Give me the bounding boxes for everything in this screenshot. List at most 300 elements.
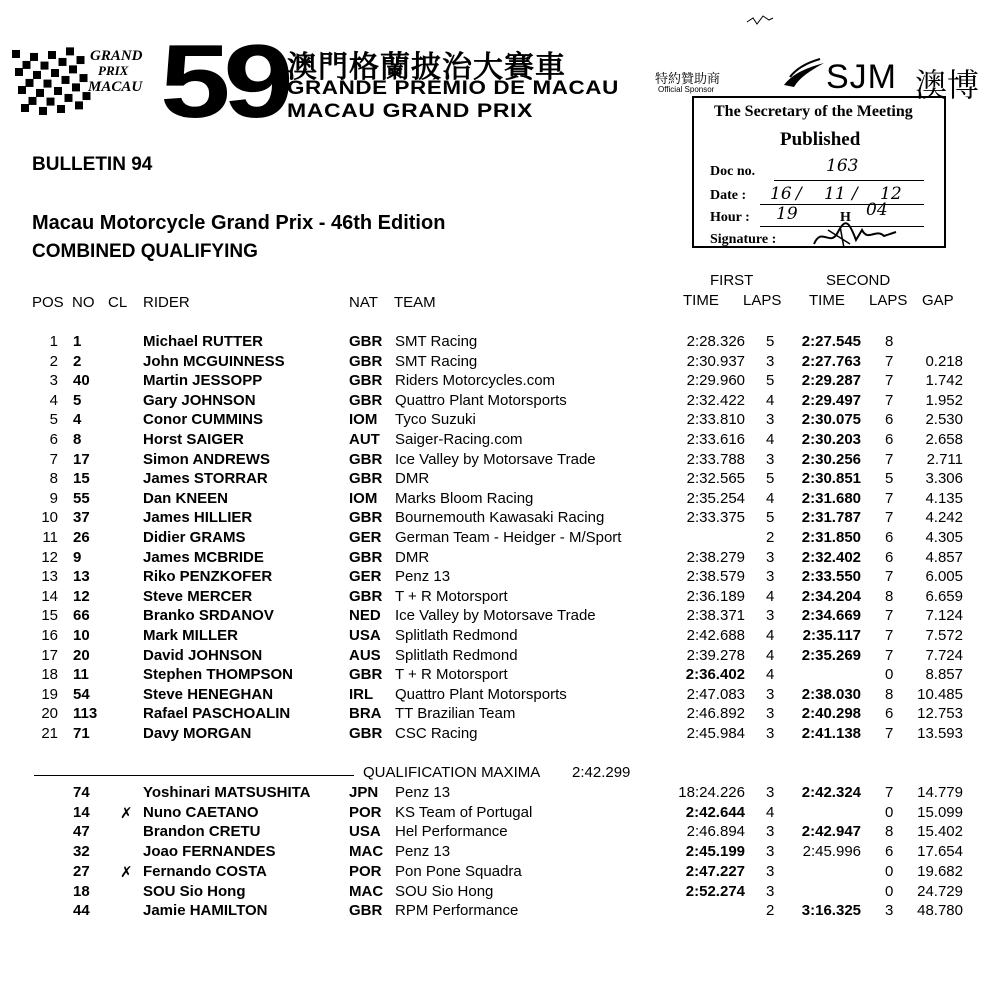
cell-no: 14 [73,803,90,821]
cell-pos: 10 [41,509,58,527]
cell-l2: 6 [885,843,894,861]
cell-l2: 7 [885,784,894,801]
pen-scribble-icon [745,10,775,32]
cell-nat: POR [349,803,382,821]
cell-nat: GBR [349,548,383,566]
stamp-published-text: Published [780,129,861,150]
header-cl: CL [108,294,128,311]
flag-check [54,87,62,95]
cell-no: 54 [73,685,90,703]
cell-rider: James MCBRIDE [143,548,264,566]
flag-check [47,98,55,106]
cell-l2: 7 [885,725,894,742]
cell-gap: 15.099 [917,803,963,821]
cell-rider: Martin JESSOPP [143,372,263,390]
table-row [0,627,1000,647]
cell-gap: 3.306 [925,470,963,488]
cell-l2: 0 [885,666,894,684]
cell-l1: 3 [766,843,775,861]
cell-pos: 4 [49,391,58,409]
cell-t2: 2:35.269 [801,646,861,664]
table-row [0,568,1000,588]
cell-t2: 2:32.402 [801,548,861,566]
cell-l2: 8 [885,587,894,605]
flag-check [66,47,74,55]
table-row [0,883,1000,903]
title-chinese: 澳門格蘭披治大賽車 [287,51,566,84]
flag-check [59,58,67,66]
cell-nat: JPN [349,784,379,801]
cell-t1: 2:36.189 [686,587,745,605]
qualification-maxima-time: 2:42.299 [572,764,631,781]
cell-gap: 7.124 [925,607,963,625]
cell-nat: GER [349,529,382,546]
cell-l2: 0 [885,862,894,880]
cell-gap: 8.857 [925,666,963,684]
cell-rider: Simon ANDREWS [143,450,270,468]
cell-rider: Steve MERCER [143,587,253,605]
cell-gap: 48.780 [917,902,963,920]
header-rider: RIDER [143,294,190,311]
flag-check [51,69,59,77]
cell-no: 74 [73,784,90,801]
cell-t2: 2:30.851 [801,470,861,488]
flag-check [23,61,31,69]
stamp-doc-value: 163 [826,156,859,176]
table-row [0,509,1000,529]
table-row [0,705,1000,725]
flag-check [30,53,38,61]
table-row [0,686,1000,706]
cell-t2: 2:40.298 [801,705,861,723]
cell-t2: 2:30.256 [801,450,861,468]
cell-nat: IRL [349,685,374,703]
cell-no: 113 [73,705,98,723]
header-gap: GAP [922,292,954,309]
cell-l1: 3 [766,568,775,586]
cell-t1: 2:38.279 [686,548,745,566]
cell-pos: 14 [41,587,58,605]
cell-team: KS Team of Portugal [395,803,533,821]
table-row [0,549,1000,569]
sponsor-label-chinese: 特約贊助商 [655,71,721,86]
header-first: FIRST [710,272,754,289]
logo-text-grand: GRAND [90,48,143,64]
cell-no: 37 [73,509,90,527]
cell-t2: 2:30.075 [801,411,861,429]
flag-check [80,74,88,82]
cell-nat: GER [349,568,382,586]
stamp-doc-label: Doc no. [710,164,756,179]
cell-t2: 2:27.545 [801,333,861,350]
stamp-date-sep1: / [796,184,802,204]
cell-l1: 3 [766,352,775,370]
cell-team: Riders Motorcycles.com [395,372,556,390]
cell-team: DMR [395,548,430,566]
cell-l2: 7 [885,391,894,409]
title-portuguese: GRANDE PRÉMIO DE MACAU [287,78,619,99]
cell-l1: 5 [766,509,775,527]
cell-no: 13 [73,568,90,586]
header-no: NO [72,294,95,311]
cell-t1: 2:46.892 [686,705,745,723]
cell-nat: NED [349,607,381,625]
cell-t1: 2:47.083 [686,685,745,703]
table-row [0,725,1000,745]
cell-team: Penz 13 [395,784,451,801]
cell-rider: Didier GRAMS [143,529,246,546]
cell-pos: 16 [41,627,58,644]
flag-check [69,65,77,73]
cell-l1: 4 [766,646,775,664]
cell-team: T + R Motorsport [395,666,508,684]
cell-l2: 7 [885,489,894,507]
cell-rider: Rafael PASCHOALIN [143,705,291,723]
cell-l1: 4 [766,627,775,644]
cell-gap: 2.530 [925,411,963,429]
cell-team: SMT Racing [395,352,478,370]
cell-t2: 3:16.325 [801,902,861,920]
cell-rider: Michael RUTTER [143,333,264,350]
cell-team: Bournemouth Kawasaki Racing [395,509,605,527]
cell-t1: 2:42.688 [686,627,745,644]
cell-t1: 2:38.579 [686,568,745,586]
stamp-doc-line [774,180,924,181]
sponsor-brand: SJM [826,58,897,96]
cell-pos: 18 [41,666,58,684]
cell-l1: 4 [766,587,775,605]
qualification-maxima-label: QUALIFICATION MAXIMA [363,764,541,781]
flag-check [62,76,70,84]
cell-rider: Branko SRDANOV [143,607,274,625]
cell-gap: 24.729 [917,882,963,900]
cell-no: 44 [73,902,90,920]
cell-l2: 0 [885,803,894,821]
cell-t1: 2:32.422 [686,391,745,409]
stamp-date-label: Date : [710,188,747,203]
cell-l1: 3 [766,784,775,801]
cell-pos: 13 [41,568,58,586]
cell-rider: Horst SAIGER [143,431,244,448]
cell-nat: GBR [349,352,383,370]
cell-gap: 10.485 [917,685,963,703]
cell-t2: 2:33.550 [801,568,861,586]
cell-l1: 3 [766,607,775,625]
cell-team: Splitlath Redmond [395,646,518,664]
cell-l2: 6 [885,548,894,566]
cell-no: 55 [73,489,90,507]
cell-rider: Conor CUMMINS [143,411,263,429]
flag-check [18,86,26,94]
cell-no: 17 [73,450,90,468]
cell-team: German Team - Heidger - M/Sport [395,529,622,546]
cell-t2: 2:34.204 [801,587,861,605]
cell-pos: 9 [49,489,58,507]
grand-prix-macau-logo [8,40,158,118]
cell-l1: 3 [766,823,775,841]
cell-rider: Riko PENZKOFER [143,568,273,586]
cell-t2: 2:31.680 [801,489,861,507]
cell-gap: 17.654 [917,843,963,861]
cell-cl: ✗ [120,863,133,881]
cell-pos: 12 [41,548,58,566]
cell-gap: 12.753 [917,705,963,723]
cell-pos: 8 [49,470,58,488]
cell-pos: 21 [41,725,58,742]
cell-l1: 4 [766,391,775,409]
flag-check [41,62,49,70]
cell-nat: AUS [349,646,381,664]
cell-no: 18 [73,882,90,900]
cell-t1: 2:38.371 [686,607,745,625]
cell-gap: 1.952 [925,391,963,409]
table-row [0,333,1000,353]
table-row [0,392,1000,412]
cell-rider: Gary JOHNSON [143,391,256,409]
table-row [0,588,1000,608]
cell-nat: GBR [349,450,383,468]
cell-cl: ✗ [120,804,133,822]
cell-rider: Mark MILLER [143,627,239,644]
cell-l1: 5 [766,372,775,390]
cell-l2: 5 [885,470,894,488]
cell-t2: 2:35.117 [802,627,861,644]
cell-pos: 3 [49,372,58,390]
cell-t1: 18:24.226 [678,784,745,801]
cell-l2: 7 [885,627,894,644]
cell-l2: 6 [885,431,894,448]
cell-team: T + R Motorsport [395,587,508,605]
cell-gap: 15.402 [917,823,963,841]
cell-l1: 3 [766,685,775,703]
cell-pos: 15 [41,607,58,625]
cell-t1: 2:29.960 [686,372,745,390]
table-row [0,411,1000,431]
cell-rider: James STORRAR [143,470,268,488]
cell-gap: 4.305 [925,529,963,546]
cell-team: TT Brazilian Team [395,705,516,723]
cell-rider: Steve HENEGHAN [143,685,274,703]
cell-t1: 2:35.254 [686,489,745,507]
cell-t1: 2:28.326 [686,333,745,350]
cell-no: 10 [73,627,90,644]
flag-check [36,89,44,97]
table-row [0,470,1000,490]
cell-team: SOU Sio Hong [395,882,494,900]
cell-l2: 8 [885,685,894,703]
header-time-first: TIME [683,292,719,309]
cell-t2: 2:38.030 [801,685,861,703]
cell-team: RPM Performance [395,902,519,920]
cell-no: 71 [73,725,90,742]
stamp-date-sep2: / [852,184,858,204]
cell-l2: 8 [885,333,894,350]
cell-l1: 2 [766,529,775,546]
cell-gap: 4.242 [925,509,963,527]
cell-team: DMR [395,470,430,488]
cell-l1: 4 [766,431,775,448]
cell-gap: 7.724 [925,646,963,664]
cell-team: Penz 13 [395,843,451,861]
cell-gap: 0.218 [925,352,963,370]
cell-team: Pon Pone Squadra [395,862,522,880]
cell-no: 11 [73,666,89,684]
cell-gap: 2.658 [925,431,963,448]
cell-l1: 4 [766,666,775,684]
cell-team: Ice Valley by Motorsave Trade [395,450,596,468]
cell-rider: Fernando COSTA [143,862,267,880]
cell-no: 66 [73,607,90,625]
cell-rider: Nuno CAETANO [143,803,259,821]
flag-check [39,107,47,115]
cell-gap: 6.659 [925,587,963,605]
cell-rider: Brandon CRETU [143,823,261,841]
header-time-second: TIME [809,292,845,309]
cell-t2: 2:34.669 [801,607,861,625]
cell-l1: 3 [766,705,775,723]
sponsor-brand-chinese: 澳博 [915,67,980,103]
cell-t1: 2:33.375 [686,509,745,527]
cell-t1: 2:46.894 [686,823,745,841]
cell-t1: 2:39.278 [686,646,745,664]
cell-no: 47 [73,823,90,841]
cell-l1: 5 [766,333,775,350]
stamp-date-month: 11 [824,184,846,204]
table-row [0,431,1000,451]
cell-t2: 2:30.203 [801,431,861,448]
qualification-separator [34,775,354,776]
cell-gap: 19.682 [917,862,963,880]
cell-team: Penz 13 [395,568,451,586]
cell-pos: 11 [42,529,58,546]
cell-rider: Stephen THOMPSON [143,666,294,684]
cell-rider: Yoshinari MATSUSHITA [143,784,311,801]
cell-l2: 3 [885,902,894,920]
stamp-hour-label: Hour : [710,210,750,225]
logo-text-prix: PRIX [98,63,129,78]
cell-l1: 4 [766,489,775,507]
cell-no: 32 [73,843,90,861]
stamp-hour-value: 19 [776,204,798,224]
cell-rider: David JOHNSON [143,646,263,664]
cell-t1: 2:33.810 [686,411,745,429]
logo-text-macau: MACAU [88,79,143,95]
flag-check [65,94,73,102]
event-title: Macau Motorcycle Grand Prix - 46th Edition [32,212,446,234]
table-row [0,451,1000,471]
cell-nat: USA [349,823,381,841]
cell-rider: Joao FERNANDES [143,843,276,861]
cell-t2: 2:27.763 [801,352,861,370]
cell-no: 12 [73,587,90,605]
cell-pos: 7 [49,450,58,468]
header-team: TEAM [394,294,436,311]
cell-l2: 7 [885,372,894,390]
cell-nat: GBR [349,391,383,409]
cell-t1: 2:36.402 [685,666,745,684]
sponsor-label-english: Official Sponsor [658,85,715,94]
cell-l2: 8 [885,823,894,841]
title-english: MACAU GRAND PRIX [287,101,533,122]
cell-nat: MAC [349,843,384,861]
cell-pos: 2 [49,352,58,370]
cell-l1: 3 [766,450,775,468]
cell-rider: Davy MORGAN [143,725,252,742]
header-laps-first: LAPS [743,292,782,309]
cell-l2: 7 [885,352,894,370]
cell-no: 40 [73,372,90,390]
cell-t1: 2:33.616 [686,431,745,448]
cell-nat: GBR [349,666,383,684]
header-laps-second: LAPS [869,292,908,309]
cell-t2: 2:42.947 [801,823,861,841]
cell-l1: 3 [766,411,775,429]
cell-gap: 1.742 [925,372,963,390]
cell-team: Saiger-Racing.com [395,431,523,448]
table-row [0,353,1000,373]
stamp-date-year: 12 [880,184,902,204]
cell-l1: 2 [766,902,775,920]
cell-team: Marks Bloom Racing [395,489,534,507]
stamp-h-label: H [840,210,851,225]
flag-check [77,56,85,64]
header-pos: POS [32,294,64,311]
cell-no: 9 [73,548,82,566]
table-row [0,372,1000,392]
cell-no: 8 [73,431,82,448]
cell-nat: POR [349,862,382,880]
cell-l1: 3 [766,862,775,880]
cell-no: 5 [73,391,82,409]
cell-no: 20 [73,646,90,664]
cell-nat: MAC [349,882,384,900]
cell-nat: GBR [349,372,383,390]
cell-t2: 2:31.850 [801,529,861,546]
flag-check [57,105,65,113]
cell-t1: 2:30.937 [686,352,745,370]
cell-pos: 20 [41,705,58,723]
header-second: SECOND [826,272,891,289]
cell-rider: Dan KNEEN [143,489,229,507]
cell-l2: 6 [885,529,894,546]
cell-no: 2 [73,352,82,370]
table-row [0,529,1000,549]
cell-nat: GBR [349,470,383,488]
cell-nat: GBR [349,587,383,605]
sjm-swoosh-icon [780,55,828,93]
table-row [0,804,1000,824]
event-subtitle: COMBINED QUALIFYING [32,241,258,262]
handwritten-signature [810,222,900,250]
cell-l2: 7 [885,607,894,625]
cell-gap: 7.572 [925,627,963,644]
cell-rider: John MCGUINNESS [143,352,285,370]
published-stamp [692,96,946,248]
flag-check [26,79,34,87]
stamp-secretary-text: The Secretary of the Meeting [714,103,913,120]
table-row [0,784,1000,804]
cell-team: Quattro Plant Motorsports [395,391,567,409]
cell-l2: 7 [885,568,894,586]
table-row [0,823,1000,843]
flag-check [44,80,52,88]
cell-nat: AUT [349,431,380,448]
table-row [0,902,1000,922]
cell-no: 27 [73,862,90,880]
cell-nat: GBR [349,902,383,920]
cell-l2: 7 [885,509,894,527]
cell-t2: 2:41.138 [801,725,861,742]
